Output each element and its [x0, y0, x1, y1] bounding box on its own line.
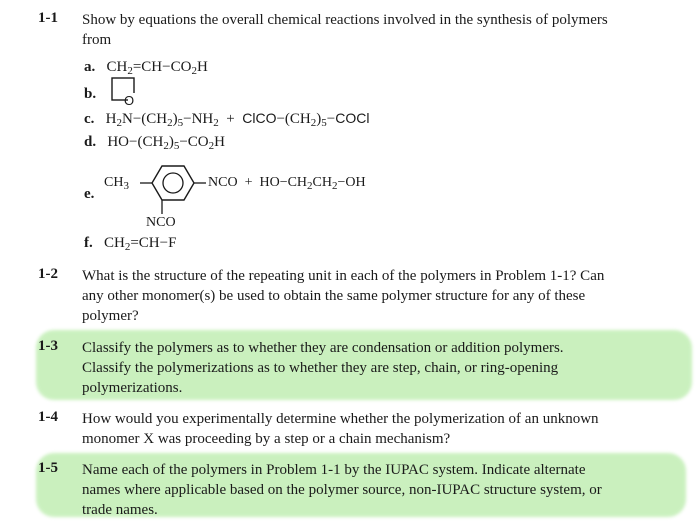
problem-text-line: monomer X was proceeding by a step or a chain mechanism?: [82, 431, 451, 447]
problem-text: [82, 409, 599, 449]
problem-number: 1-4: [38, 409, 58, 425]
plus-sign: +: [244, 175, 253, 190]
item-label: a.: [84, 59, 96, 75]
reactant: COCl: [335, 110, 370, 126]
methyl-group: CH: [104, 175, 124, 190]
problem-text: [82, 460, 602, 520]
item-c: [84, 108, 369, 133]
item-label: c.: [84, 111, 95, 127]
problem-number: 1-5: [38, 460, 58, 476]
item-label: d.: [84, 134, 97, 150]
problem-text-line: polymer?: [82, 308, 139, 324]
formula-e-rest: NCO + $HO-CH_2CH_2-OH$: [208, 175, 366, 192]
item-b: [84, 84, 96, 104]
benzene-ring: [140, 162, 206, 214]
problem-number: 1-3: [38, 338, 58, 354]
formula-f: $CH_2=CH-F$: [96, 235, 177, 253]
problem-text-line: How would you experimentally determine whether the polymerization of an unknown: [82, 411, 599, 427]
problem-text-line: Name each of the polymers in Problem 1-1 by the IUPAC system. Indicate alternate: [82, 462, 586, 478]
formula-c: $H_2N-(CH_2)_5-NH_2$ + $ClCO-(CH_2)_5-COCl$: [98, 110, 370, 129]
formula-d: $HO-(CH_2)_5-CO_2H$: [99, 134, 225, 152]
problem-text-line: any other monomer(s) be used to obtain the same polymer structure for any of these: [82, 288, 586, 304]
formula-e-methyl: $CH_3$: [104, 175, 129, 192]
item-label: b.: [84, 86, 97, 102]
problem-number: 1-2: [38, 266, 58, 282]
problem-text: [82, 10, 608, 50]
problem-text-line: names where applicable based on the polymer source, non-IUPAC structure system, or: [82, 482, 602, 498]
item-label: f.: [84, 235, 93, 251]
item-e-label: [84, 184, 94, 204]
problem-text: [82, 266, 604, 326]
isocyanate-group: NCO: [208, 175, 238, 190]
item-f: [84, 233, 176, 257]
formula-a: $CH_2=CH-CO_2H$: [99, 59, 208, 77]
formula-e-nco: NCO: [146, 215, 176, 230]
problem-text-line: trade names.: [82, 502, 158, 518]
item-d: [84, 132, 225, 156]
reactant: ClCO: [242, 110, 277, 126]
problem-number: 1-1: [38, 10, 58, 26]
problem-text-line: Show by equations the overall chemical reactions involved in the synthesis of polymers: [82, 12, 608, 28]
item-label: e.: [84, 186, 95, 202]
problem-text-line: Classify the polymers as to whether they are condensation or addition polymers.: [82, 340, 564, 356]
problem-text-line: from: [82, 32, 112, 48]
problem-text-line: What is the structure of the repeating unit in each of the polymers in Problem 1-1? Can: [82, 268, 605, 284]
oxygen-atom: O: [124, 93, 135, 108]
problem-text-line: Classify the polymerizations as to whether they are step, chain, or ring-opening: [82, 360, 559, 376]
problem-text: [82, 338, 564, 398]
problem-text-line: polymerizations.: [82, 380, 183, 396]
